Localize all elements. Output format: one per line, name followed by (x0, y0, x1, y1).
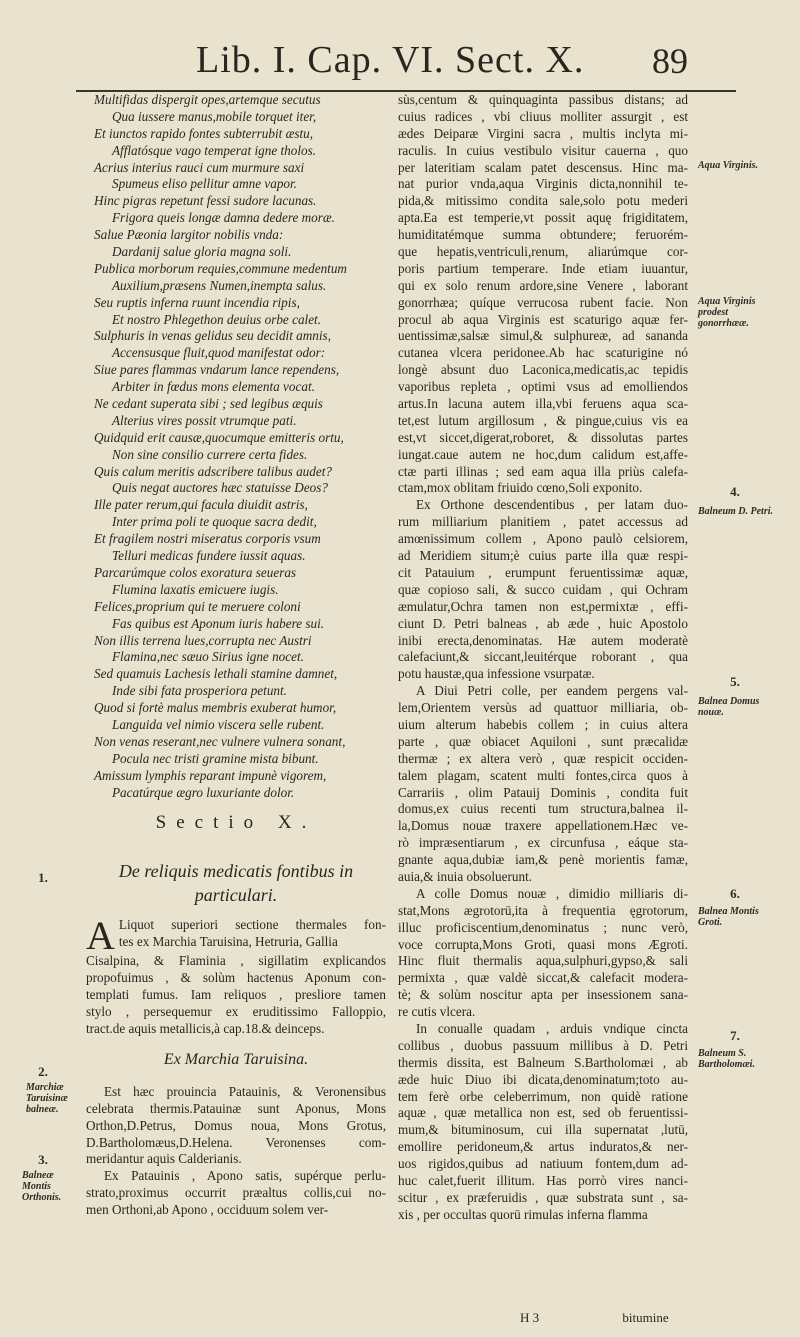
text-line: meridantur aquis Calderianis. (86, 1151, 242, 1167)
paragraph-lines (86, 953, 386, 1037)
text-line: Liquot superiori sectione thermales fon- (118, 917, 386, 933)
text-line: tè; & solùm noscitur apta per insessionem sana- (398, 987, 688, 1003)
poem-line: Languida vel nimio viscera selle rubent. (112, 716, 325, 732)
text-line: ad Meridiem situm;è cuius parte illa quæ respi- (398, 548, 688, 564)
poem-line: Dardanij salue gloria magna soli. (112, 244, 292, 260)
poem-line: Quis calum meritis adscribere talibus audet? (94, 463, 332, 479)
text-line: Est hæc prouincia Patauinis, & Veronensibus (104, 1083, 386, 1099)
text-line: ædes Deiparæ Virgini sacra , multis inclyta mi- (398, 125, 688, 141)
text-line: permixta , quæ valdè siccat,& calefacit modera- (398, 970, 688, 986)
poem-line: Auxilium,præsens Numen,inempta salus. (112, 277, 327, 293)
margin-number (28, 1066, 58, 1077)
paragraph-2 (86, 1084, 386, 1168)
poem-line: Frigora queis longæ damna dedere moræ. (112, 210, 335, 226)
poem-line: Quod si fortè malus membris exuberat humor, (94, 700, 337, 716)
catchword: bitumine (622, 1310, 669, 1325)
text-line: amœnissimum collem , Apono paulò celsiorem, (398, 531, 688, 547)
text-line: rò impræsentiarum , ex circunfusa , eáque sta- (398, 835, 688, 851)
text-line: inibi erecta,denominatas. Hæ autem moderatè (398, 632, 688, 648)
poem-line: Ne cedant superata sibi ; sed legibus æquis (94, 396, 323, 412)
margin-number-text: 2. (38, 1064, 48, 1079)
poem-line: Ille pater rerum,qui facula diuidit astris, (94, 497, 308, 513)
poem-line: Parcarúmque colos exoratura seueras (94, 564, 297, 580)
margin-number (720, 888, 750, 899)
poem-line: Telluri medicas fundere iussit aquas. (112, 548, 306, 564)
text-line: raculis. In cuius vestibulo visitur cauerna , quo (398, 142, 688, 158)
poem-line: Siue pares flammas vndarum lance rependens, (94, 362, 340, 378)
text-line: calefaciunt,& siccant,leuitérque roborant , qua (398, 649, 688, 665)
text-line: uos rigidos,quibus ad natiuum fontem,dum ad- (398, 1156, 688, 1172)
paragraph-lines (86, 913, 386, 959)
paragraph (398, 683, 688, 886)
poem-line: Flumina laxatis emicuere iugis. (112, 581, 279, 597)
poem-line: Pacatúrque ægro luxuriante dolor. (112, 784, 295, 800)
text-line: æmulatur,Ochra tamen non est,permixtæ , effi- (398, 598, 688, 614)
paragraph (398, 92, 688, 497)
text-line: strato,proximus occurrit præaltus collis,cui no- (86, 1185, 386, 1201)
text-line: tract.de aquis metallicis,à cap.18.& deinceps. (86, 1020, 325, 1036)
text-line: apta.Ea est temperie,vt possit aquę frigiditatem, (398, 210, 688, 226)
margin-number (28, 1154, 58, 1165)
text-line: cutanea vlcera peridonee.Ab hac scaturigine nó (398, 345, 688, 361)
text-line: In conualle quadam , arduis vndique cincta (416, 1020, 688, 1036)
section-title-line: particulari. (194, 885, 278, 906)
text-line: gonorrhæa; quíque verrucosa rubent facie. Non (398, 294, 688, 310)
section-title-line: De reliquis medicatis fontibus in (118, 861, 354, 882)
text-line: nat purior vnda,aqua Virginis dicta,nonnihil te- (398, 176, 688, 192)
text-line: thermæ ; ex altera verò , quæ respicit occiden- (398, 750, 688, 766)
text-line: illuc proficiscentium,denominatus ; nunc verò, (398, 919, 688, 935)
margin-note: Balnea Domus nouæ. (698, 696, 760, 718)
text-line: poris partium temperare. Inde etiam iuuantur, (398, 260, 688, 276)
text-line: xis , per occultas quorū rimulas inferna flamma (398, 1206, 648, 1222)
poem-line: Non venas reserant,nec vulnere vulnera sonant, (94, 733, 346, 749)
poem-line: Inter prima poli te quoque sacra dedit, (112, 514, 317, 530)
text-line: A Diui Petri colle, per eandem pergens val- (416, 683, 688, 699)
margin-note: Aqua Virginis. (698, 160, 759, 171)
poem-line: Fas quibus est Aponum iuris habere sui. (112, 615, 325, 631)
text-line: Ex Patauinis , Apono satis, supérque perlu- (104, 1168, 386, 1184)
poem-line: Publica morborum requies,commune medentum (94, 260, 347, 276)
text-line: Hinc fluit thermalis aqua,sulphuri,gypso,& sali (398, 953, 688, 969)
section-heading: Sectio X. (155, 812, 317, 834)
poem-line: Hinc pigras repetunt fessi sudore lacunas. (94, 193, 317, 209)
poem-line: Quidquid erit causæ,quocumque emitteris ortu, (94, 429, 344, 445)
section-title (86, 859, 386, 907)
text-line: Cisalpina, & Flaminia , sigillatim explicandos (86, 953, 386, 969)
poem-line: Qua iussere manus,mobile torquet iter, (112, 108, 317, 124)
margin-note: Balneæ Montis Orthonis. (22, 1170, 62, 1203)
text-line: æde huic Diuo ibi dicata,denominatum;toto au- (398, 1071, 688, 1087)
text-line: qui ex solo renum ardore,sine Venere , laborant (398, 277, 688, 293)
margin-note: Aqua Virginis prodest gonorrhææ. (698, 296, 756, 329)
poem-line: Alterius vires possit vtrumque pati. (112, 412, 297, 428)
text-line: artus.In lacuna autem illa,vbi feruens aqua sca- (398, 396, 688, 412)
text-line: cit Patauium , erumpunt feruentissimæ aquæ, (398, 564, 688, 580)
text-line: rum milliarium planitiem , patet accessus ad (398, 514, 688, 530)
text-line: huc calet,fuerit illitum. Has porrò vires nanci- (398, 1173, 688, 1188)
text-line: re cutis vlcera. (398, 1004, 476, 1020)
text-line: tes ex Marchia Taruisina, Hetruria, Gallia (118, 934, 338, 950)
text-line: pida,& mitissimo condita sale,solo potu mederi (398, 193, 688, 209)
paragraph (398, 497, 688, 683)
margin-number-text: 4. (730, 484, 740, 499)
text-line: domus,ex cuius recenti tum structura,balnea il- (398, 801, 688, 817)
signature-mark: H 3 (520, 1310, 540, 1325)
text-line: aquæ , quæ metallica non est, sed ob feruentissi- (398, 1105, 688, 1121)
text-line: cuius radices , vbi cliuus molliter assurgit , est (398, 108, 688, 124)
text-line: mum,& bituminosum, cui illa supernatat ,lutū, (398, 1122, 688, 1138)
text-line: talem plagam, scatent multi fontes,circa quos à (398, 767, 688, 783)
text-line: quæ copioso sali, & succo cuidam , qui Ochram (398, 581, 688, 597)
text-line: la,Domus nouæ traxere appellationem.Hæc ve- (398, 818, 688, 834)
margin-number-text: 3. (38, 1152, 48, 1167)
running-head: Lib. I. Cap. VI. Sect. X. (196, 39, 585, 81)
margin-number (28, 872, 58, 883)
text-line: Carrariis , olim Patauij Dominis , condita fuit (398, 784, 688, 800)
text-line: propofuimus , & solùm hactenus Aponum con- (86, 970, 386, 986)
margin-number-text: 5. (730, 674, 740, 689)
text-line: humiditatémque summa obtundere; feruorém- (398, 227, 688, 243)
text-line: Ex Orthone descendentibus , per latam duo- (416, 497, 688, 513)
right-column (398, 92, 688, 1224)
poem-line: Non illis terrena lues,corrupta nec Austri (94, 632, 312, 648)
text-line: lem,Orientem versùs ad quattuor milliaria, ob- (398, 700, 688, 716)
margin-number (720, 1030, 750, 1041)
text-line: emollire peridoneum,& artus induratos,& ner- (398, 1139, 688, 1155)
paragraph (398, 1021, 688, 1224)
text-line: per lateritiam scalam patet descensus. Hinc ma- (398, 159, 688, 175)
poem-line: Pocula nec tristi gramine mista bibunt. (112, 750, 319, 766)
poem-line: Multifidas dispergit opes,artemque secutus (94, 92, 321, 107)
poem-line: Sulphuris in venas gelidus seu decidit amnis, (94, 328, 331, 344)
text-line: procul ab aqua Virginis est scaturigo aquæ fer- (398, 311, 688, 327)
margin-note: Balnea Montis Groti. (698, 906, 759, 928)
text-line: ctam,mox oblitam friuido cœno,Soli exponito. (398, 480, 643, 496)
poem-line: Accensusque fluit,quod manifestat odor: (112, 345, 326, 361)
drop-capital: A (86, 913, 115, 959)
paragraph-3 (86, 1168, 386, 1219)
poem-line: Arbiter in fœdus mons elementa vocat. (112, 379, 315, 395)
text-line: uium alterum habebis collem ; in cuius altera (398, 716, 688, 732)
text-line: voce corrupta,Mons Groti, quasi mons Ægroti. (398, 936, 688, 952)
text-line: Orthon,D.Petrus, Domus noua, Mons Grotus, (86, 1117, 386, 1133)
margin-number-text: 7. (730, 1028, 740, 1043)
text-line: ciunt D. Petri balneas , ab æde , huic Apostolo (398, 615, 688, 631)
text-line: iungat.caue autem ne hoc,dum calidum est,affe- (398, 446, 688, 462)
poem-line: Spumeus eliso pellitur amne vapor. (112, 176, 297, 192)
poem-line: Non sine consilio currere certa fides. (112, 446, 308, 462)
text-line: scitur , ex præferuidis , quæ substrata sunt , sa- (398, 1189, 688, 1205)
page-header (0, 38, 800, 88)
margin-number-text: 1. (38, 870, 48, 885)
poem-line: Et nostro Phlegethon deuius orbe calet. (112, 311, 322, 327)
poem-line: Sed quamuis Lachesis lethali stamine damnet, (94, 666, 338, 682)
margin-note: Balneum D. Petri. (698, 506, 774, 517)
text-line: templati fumus. Iam reliquos , presliore tamen (86, 987, 386, 1003)
page-number: 89 (652, 41, 688, 81)
text-line: uentissimæ,salsæ simul,& sulphureæ, ad sananda (398, 328, 688, 344)
text-line: longè absunt duo Laconica,medicatis,ac tepidis (398, 362, 688, 378)
paragraph-1 (86, 913, 386, 1037)
poem-line: Afflatósque vago temperat igne tholos. (112, 142, 317, 158)
poem (86, 92, 386, 801)
text-line: gnante aqua,dubiæ iam,& penè morientis famæ, (398, 852, 688, 868)
text-line: tem ferè orbe celeberrimum, non quidè ratione (398, 1088, 688, 1104)
left-column (86, 92, 386, 1219)
margin-number-text: 6. (730, 886, 740, 901)
margin-note: Marchiæ Taruisinæ balneæ. (26, 1082, 68, 1115)
poem-line: Acrius interius rauci cum murmure saxi (94, 159, 305, 175)
text-line: que hepatis,ventriculi,renum, aliarúmque cor- (398, 244, 688, 260)
poem-line: Felices,proprium qui te meruere coloni (94, 598, 301, 614)
text-line: est,vt siccet,digerat,roboret, & dissolutas partes (398, 429, 688, 445)
poem-line: Quis negat auctores hæc statuisse Deos? (112, 480, 328, 496)
signature-line (520, 1310, 669, 1326)
text-line: thermis dissita, est Balneum S.Bartholomæi , ab (398, 1054, 688, 1070)
poem-line: Seu ruptis inferna ruunt incendia ripis, (94, 294, 300, 310)
margin-number (720, 486, 750, 497)
margin-number (720, 676, 750, 687)
poem-line: Amissum lymphis reparant impunè vigorem, (94, 767, 327, 783)
text-line: auia,& inuia obsoluerunt. (398, 868, 533, 884)
paragraph (398, 886, 688, 1021)
text-line: collibus , duobus passuum millibus à D. Petri (398, 1037, 688, 1053)
text-line: stat,Mons ægrotorū,ita à frequentia ęgrotorum, (398, 902, 688, 918)
text-line: tet,est lutum argillosum , & pingue,cuius vis ea (398, 412, 688, 428)
text-line: stylo , persequemur ex eruditissimo Falloppio, (86, 1004, 386, 1020)
poem-line: Et iunctos rapido fontes subterrubit æstu, (94, 125, 314, 141)
poem-line: Inde sibi fata prosperiora petunt. (112, 683, 287, 699)
poem-line: Flamina,nec sæuo Sirius igne nocet. (112, 649, 304, 665)
text-line: parte , quæ obiacet Aquiloni , sunt præcalidæ (398, 733, 688, 749)
poem-line: Et fragilem nostri miseratus corporis vsum (94, 531, 321, 547)
text-line: sùs,centum & quinquaginta passibus distans; ad (398, 92, 688, 107)
poem-line: Salue Pæonia largitor nobilis vnda: (94, 227, 284, 243)
text-line: A colle Domus nouæ , dimidio milliaris di- (416, 885, 688, 901)
text-line: vaporibus repleta , optimi vsus ad emolliendos (398, 379, 688, 395)
text-line: men Orthoni,ab Apono , occiduum solem ver- (86, 1202, 329, 1218)
subheading: Ex Marchia Taruisina. (163, 1050, 309, 1068)
text-line: celebrata thermis.Patauinæ sunt Aponus, Mons (86, 1100, 386, 1116)
text-line: D.Bartholomæus,D.Helena. Veronenses com- (86, 1134, 386, 1150)
margin-note: Balneum S. Bartholomæi. (698, 1048, 755, 1070)
text-line: potu haustæ,qua infessione vsurpatæ. (398, 666, 595, 682)
text-line: ctæ parti illinas ; sed eam aqua illa priùs calefa- (398, 463, 688, 479)
